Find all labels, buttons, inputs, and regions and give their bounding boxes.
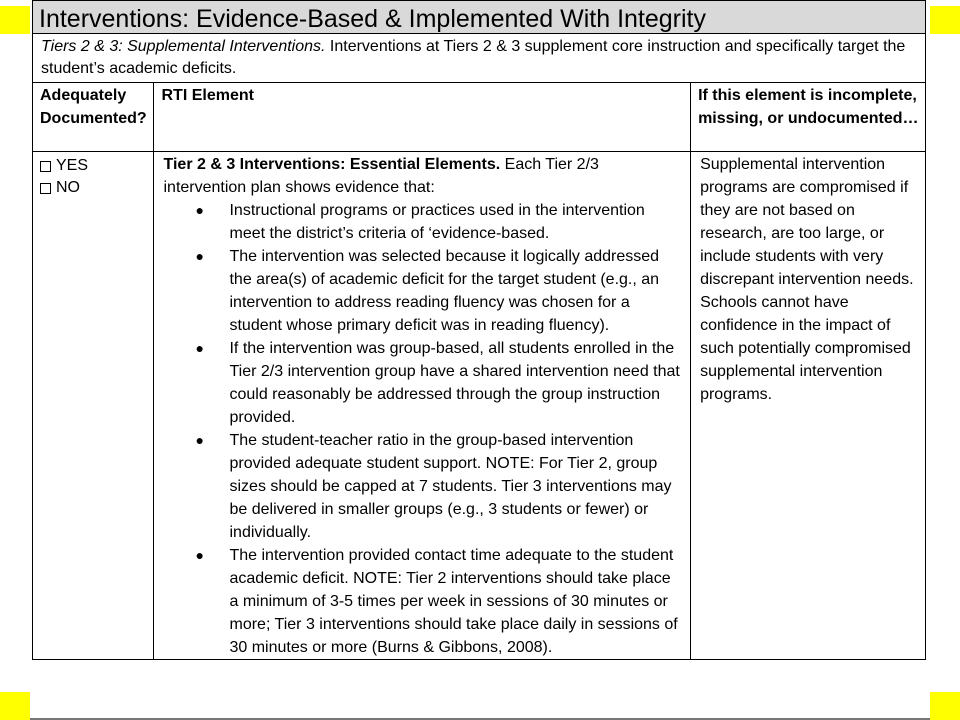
no-checkbox-option[interactable] [40, 177, 147, 199]
subtitle-row [33, 34, 926, 83]
no-label: NO [56, 179, 80, 196]
subtitle [33, 34, 925, 80]
element-cell [154, 152, 691, 660]
subtitle-lead: Tiers 2 & 3: Supplemental Interventions. [41, 38, 326, 55]
yes-checkbox-option[interactable] [40, 155, 147, 177]
corner-accent-bottom-left [0, 692, 30, 720]
list-item: ● The intervention was selected because it logically addressed the area(s) of academic deficit for the target student (e.g., an intervention to address reading fluency was chosen for a student whose primary deficit was in reading fluency). [209, 245, 682, 337]
list-item: ● If the intervention was group-based, all students enrolled in the Tier 2/3 intervention group have a shared intervention need that could reasonably be addressed through the group instruction provided. [209, 337, 682, 429]
element-bullet-list [163, 199, 682, 659]
list-item: ● Instructional programs or practices used in the intervention meet the district’s criteria of ‘evidence-based. [209, 199, 682, 245]
rti-checklist-table [32, 0, 926, 660]
page-title: Interventions: Evidence-Based & Implemented With Integrity [39, 5, 706, 33]
header-documented: Adequately Documented? [40, 87, 147, 127]
corner-accent-top-right [930, 6, 960, 34]
yes-checkbox[interactable] [40, 161, 51, 172]
list-item: ● The student-teacher ratio in the group-based intervention provided adequate student support. NOTE: For Tier 2, group sizes should be capped at 7 students. Tier 3 interventions may be delivered in smaller groups (e.g., 3 students or fewer) or individually. [209, 429, 682, 544]
document-page [32, 0, 926, 720]
header-element-cell [154, 83, 691, 152]
title-row [33, 1, 926, 34]
consequence-cell [691, 152, 926, 660]
element-lead: Tier 2 & 3 Interventions: Essential Elements. [163, 156, 501, 173]
no-checkbox[interactable] [40, 183, 51, 194]
corner-accent-bottom-right [930, 692, 960, 720]
element-intro: Each Tier 2/3 intervention plan shows evidence that: [163, 156, 599, 196]
corner-accent-top-left [0, 6, 30, 34]
subtitle-text: Interventions at Tiers 2 & 3 supplement core instruction and specifically target the student’s academic deficits. [41, 38, 906, 77]
header-consequence: If this element is incomplete, missing, or undocumented… [698, 87, 919, 127]
bullet-dot-icon: ● [195, 547, 204, 563]
yes-label: YES [56, 157, 89, 174]
header-consequence-cell [691, 83, 926, 152]
header-element: RTI Element [161, 87, 254, 104]
consequence-text: Supplemental intervention programs are compromised if they are not based on research, are too large, or include students with very discrepant intervention needs. Schools cannot have confidence in the impact of such potentially compromised supplemental intervention programs. [700, 156, 914, 403]
bullet-dot-icon: ● [195, 248, 204, 264]
bullet-dot-icon: ● [195, 202, 204, 218]
bullet-dot-icon: ● [195, 432, 204, 448]
header-row [33, 83, 926, 152]
header-documented-cell [33, 83, 154, 152]
list-item: ● The intervention provided contact time adequate to the student academic deficit. NOTE: Tier 2 interventions should take place a minimum of 3-5 times per week in sessions of 30 minutes or more; Tier 3 interventions should take place daily in sessions of 30 minutes or more (Burns & Gibbons, 2008). [209, 544, 682, 659]
table-row [33, 152, 926, 660]
bullet-dot-icon: ● [195, 340, 204, 356]
documented-cell [33, 152, 154, 660]
